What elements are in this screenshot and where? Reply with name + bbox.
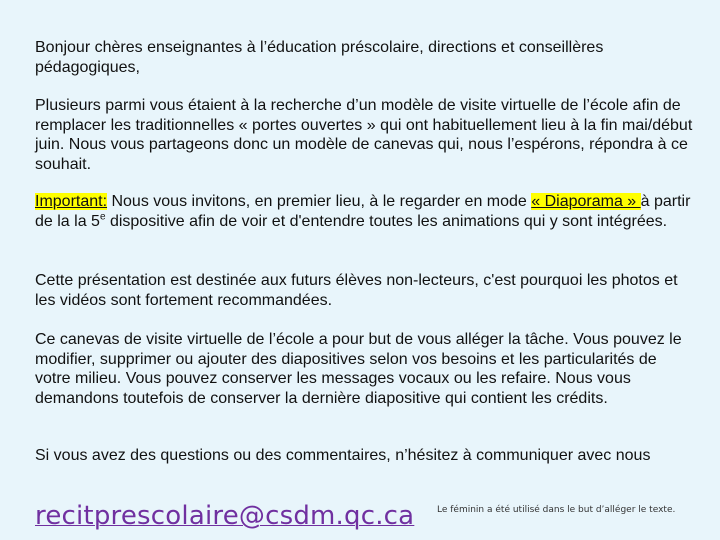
ordinal-superscript: e: [99, 211, 106, 223]
important-text-c: dispositive afin de voir et d'entendre toutes les animations qui y sont intégrées.: [105, 212, 668, 230]
email-link[interactable]: recitprescolaire@csdm.qc.ca: [35, 501, 415, 531]
important-text-b: à partir de la la 5: [35, 193, 691, 230]
important-text-a: Nous vous invitons, en premier lieu, à le regarder en mode: [107, 193, 532, 210]
footnote-text: Le féminin a été utilisé dans le but d’alléger le texte.: [437, 505, 676, 515]
important-label: Important:: [35, 193, 108, 210]
diaporama-mode-label: « Diaporama »: [531, 193, 641, 210]
important-paragraph: [35, 192, 695, 231]
questions-paragraph: Si vous avez des questions ou des commentaires, n’hésitez à communiquer avec nous: [35, 447, 651, 464]
greeting-paragraph: Bonjour chères enseignantes à l’éducation préscolaire, directions et conseillères pédagogiques,: [35, 39, 604, 76]
canevas-paragraph: Ce canevas de visite virtuelle de l’école a pour but de vous alléger la tâche. Vous pouvez le modifier, supprimer ou ajouter des diapositives selon vos besoins et les particularités de votre milieu. Vous pouvez conserver les messages vocaux ou les refaire. Nous vous demandons toutefois de conserver la dernière diapositive qui contient les crédits.: [35, 331, 682, 407]
intro-paragraph: Plusieurs parmi vous étaient à la recherche d’un modèle de visite virtuelle de l’école afin de remplacer les traditionnelles « portes ouvertes » qui ont habituellement lieu à la fin mai/début juin. Nous vous partageons donc un modèle de canevas qui, nous l’espérons, répondra à ce souhait.: [35, 97, 693, 173]
presentation-paragraph: Cette présentation est destinée aux futurs élèves non-lecteurs, c'est pourquoi les photos et les vidéos sont fortement recommandées.: [35, 272, 678, 309]
